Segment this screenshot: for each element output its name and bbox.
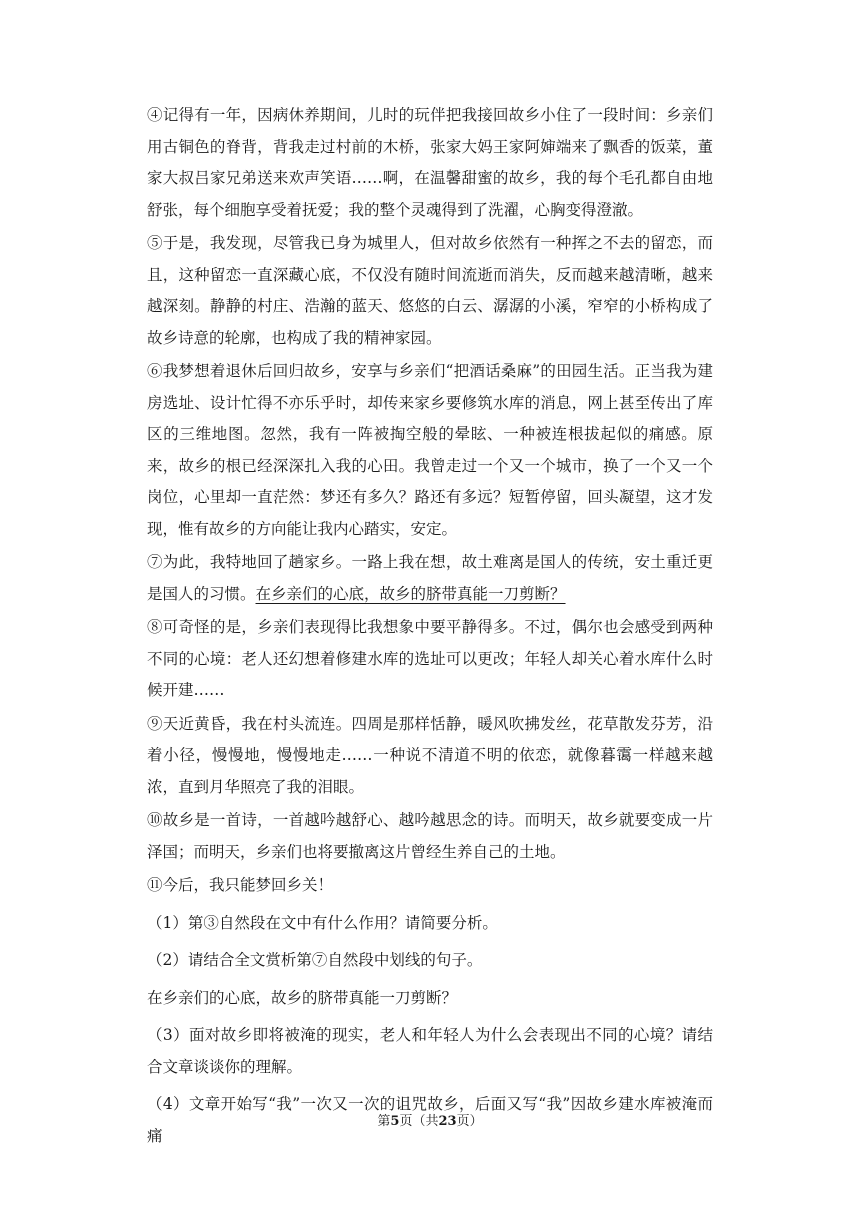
paragraph-10: ⑩故乡是一首诗，一首越吟越舒心、越吟越思念的诗。而明天，故乡就要变成一片泽国；而明天，乡亲们也将要撤离这片曾经生养自己的土地。 <box>147 811 713 861</box>
footer-prefix: 第 <box>377 1114 391 1129</box>
question-3: （3）面对故乡即将被淹的现实，老人和年轻人为什么会表现出不同的心境？请结合文章谈谈你的理解。 <box>147 1026 713 1076</box>
paragraph-8: ⑧可奇怪的是，乡亲们表现得比我想象中要平静得多。不过，偶尔也会感受到两种不同的心境：老人还幻想着修建水库的选址可以更改；年轻人却关心着水库什么时候开建…… <box>147 618 713 699</box>
question-2: （2）请结合全文赏析第⑦自然段中划线的句子。 <box>147 951 483 969</box>
footer-total-pages: 23 <box>438 1114 457 1129</box>
paragraph-11: ⑪今后，我只能梦回乡关！ <box>147 876 334 894</box>
paragraph-4: ④记得有一年，因病休养期间，儿时的玩伴把我接回故乡小住了一段时间：乡亲们用古铜色的脊背，背我走过村前的木桥，张家大妈王家阿婶端来了飘香的饭菜，董家大叔吕家兄弟送来欢声笑语……啊，在温馨甜蜜的故乡，我的每个毛孔都自由地舒张，每个细胞享受着抚爱；我的整个灵魂得到了洗濯，心胸变得澄澈。 <box>147 106 713 219</box>
paragraph-9: ⑨天近黄昏，我在村头流连。四周是那样恬静，暖风吹拂发丝，花草散发芬芳，沿着小径，慢慢地，慢慢地走……一种说不清道不明的依恋，就像暮霭一样越来越浓，直到月华照亮了我的泪眼。 <box>147 714 713 796</box>
footer-suffix: 页） <box>456 1114 483 1129</box>
footer-middle: 页（共 <box>399 1114 439 1129</box>
underlined-sentence: 在乡亲们的心底，故乡的脐带真能一刀剪断？ <box>255 584 566 603</box>
paragraph-6: ⑥我梦想着退休后回归故乡，安享与乡亲们“把酒话桑麻”的田园生活。正当我为建房选址、设计忙得不亦乐乎时，却传来家乡要修筑水库的消息，网上甚至传出了库区的三维地图。忽然，我有一阵被掏空般的晕眩、一种被连根拔起似的痛感。原来，故乡的根已经深深扎入我的心田。我曾走过一个又一个城市，换了一个又一个岗位，心里却一直茫然：梦还有多久？路还有多远？短暂停留，回头凝望，这才发现，惟有故乡的方向能让我内心踏实，安定。 <box>147 362 713 538</box>
paragraph-5: ⑤于是，我发现，尽管我已身为城里人，但对故乡依然有一种挥之不去的留恋，而且，这种留恋一直深藏心底，不仅没有随时间流逝而消失，反而越来越清晰，越来越深刻。静静的村庄、浩瀚的蓝天、悠悠的白云、潺潺的小溪，窄窄的小桥构成了故乡诗意的轮廓，也构成了我的精神家园。 <box>147 234 713 347</box>
paragraph-7 <box>147 547 713 610</box>
question-1: （1）第③自然段在文中有什么作用？请简要分析。 <box>147 913 498 932</box>
paragraph-7-text: ⑦为此，我特地回了趟家乡。一路上我在想，故土难离是国人的传统，安土重迁更是国人的习惯。 <box>147 553 713 603</box>
question-2-quote: 在乡亲们的心底，故乡的脐带真能一刀剪断？ <box>147 988 458 1007</box>
question-4: （4）文章开始写“我”一次又一次的诅咒故乡，后面又写“我”因故乡建水库被淹而痛 <box>147 1095 713 1145</box>
page-footer <box>0 1110 860 1129</box>
footer-page-number: 5 <box>390 1114 400 1129</box>
article-body <box>147 100 713 1152</box>
